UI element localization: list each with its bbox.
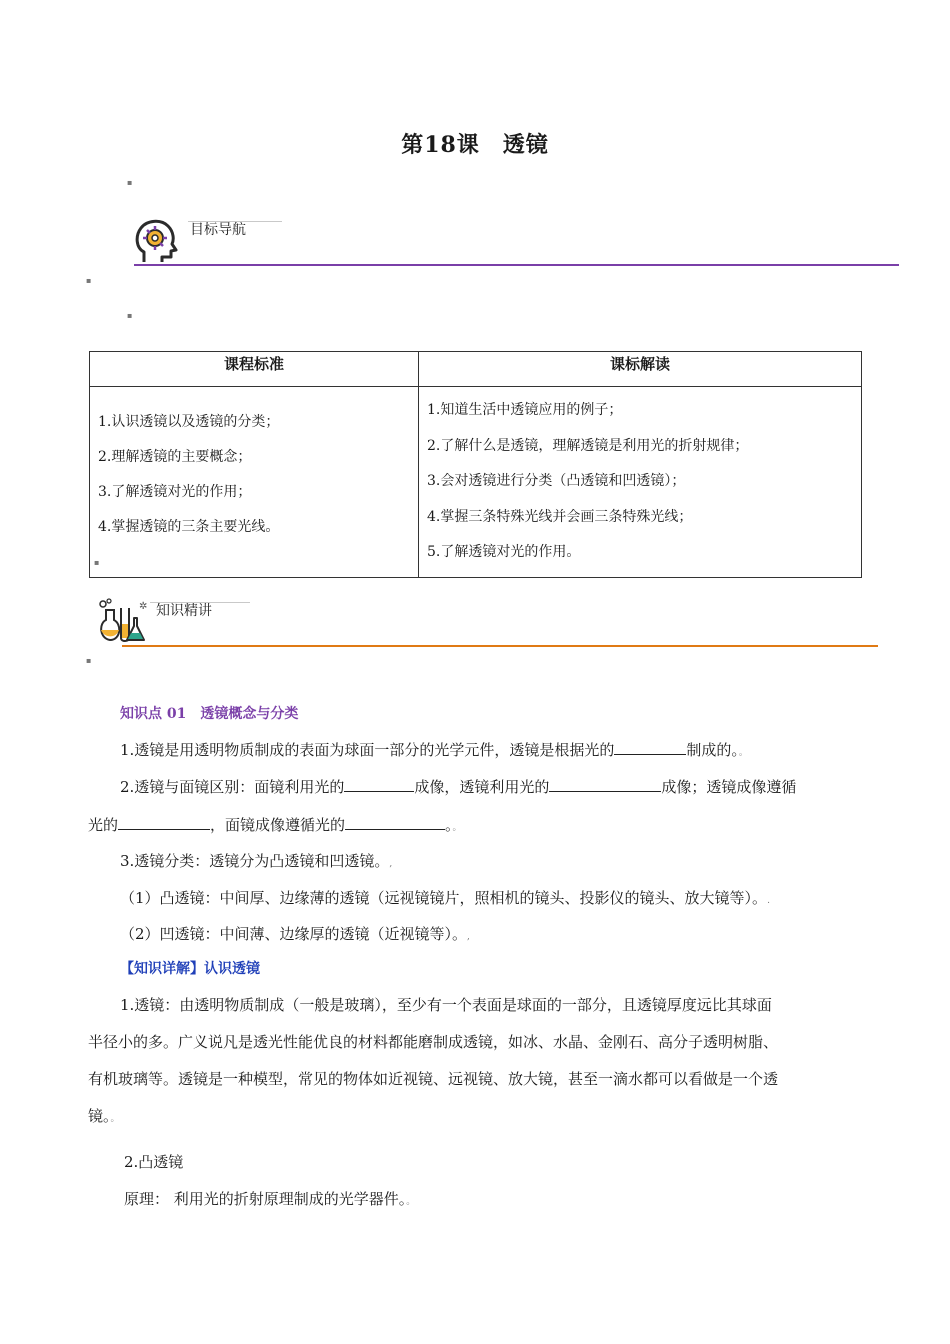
paragraph-line: 1.透镜是用透明物质制成的表面为球面一部分的光学元件，透镜是根据光的 制成的。。: [120, 741, 748, 759]
column-header: 课程标准: [90, 352, 419, 387]
text-span: 制成的。: [686, 741, 739, 759]
text-span: 成像；透镜成像遵循: [661, 778, 797, 796]
paragraph-mark: ▪: [86, 276, 92, 285]
text-span: （1）凸透镜：中间厚、边缘薄的透镜（远视镜镜片，照相机的镜头、投影仪的镜头、放大镜等）。: [120, 889, 768, 907]
curriculum-table: [89, 351, 862, 578]
paragraph-mark: ▪: [86, 656, 92, 665]
list-item: 3.了解透镜对光的作用；: [98, 484, 252, 500]
list-item: 5.了解透镜对光的作用。: [427, 544, 581, 560]
text-span: ，面镜成像遵循光的: [210, 816, 346, 834]
text-span: 3.透镜分类：透镜分为凸透镜和凹透镜。: [120, 852, 390, 870]
column-header: 课标解读: [419, 352, 862, 387]
paragraph-line: 光的 ，面镜成像遵循光的 。。: [88, 816, 462, 834]
list-item: 4.掌握透镜的三条主要光线。: [98, 519, 280, 535]
paragraph-line: 1.透镜：由透明物质制成（一般是玻璃），至少有一个表面是球面的一部分，且透镜厚度远比其球面: [120, 996, 772, 1014]
section-title-target: 目标导航: [190, 222, 246, 238]
text-span: （2）凹透镜：中间薄、边缘厚的透镜（近视镜等）。: [120, 925, 468, 943]
paragraph-line: （1）凸透镜：中间厚、边缘薄的透镜（远视镜镜片，照相机的镜头、投影仪的镜头、放大镜等）。.: [120, 889, 770, 907]
table-cell-standards: [90, 387, 419, 578]
list-item: 2.了解什么是透镜，理解透镜是利用光的折射规律；: [427, 437, 749, 454]
fill-blank[interactable]: [549, 777, 661, 792]
section-title-knowledge: 知识精讲: [156, 603, 212, 619]
paragraph-mark: ▪: [94, 558, 100, 567]
paragraph-line: 镜。。: [88, 1107, 120, 1125]
list-item: 3.会对透镜进行分类（凸透镜和凹透镜）；: [427, 473, 686, 489]
fill-blank[interactable]: [614, 740, 686, 755]
text-span: 成像，透镜利用光的: [414, 778, 550, 796]
list-item: 1.认识透镜以及透镜的分类；: [98, 414, 280, 430]
list-item: 2.理解透镜的主要概念；: [98, 449, 252, 465]
section-divider-purple: [134, 264, 899, 266]
list-item: 4.掌握三条特殊光线并会画三条特殊光线；: [427, 508, 693, 525]
paragraph-line: 半径小的多。广义说凡是透光性能优良的材料都能磨制成透镜，如冰、水晶、金刚石、高分子透明树脂、: [88, 1033, 779, 1051]
table-header-row: [90, 352, 862, 387]
header-underline: [150, 602, 250, 603]
paragraph-line: 有机玻璃等。透镜是一种模型，常见的物体如近视镜、远视镜、放大镜，甚至一滴水都可以看做是一个透: [88, 1070, 779, 1088]
text-span: 2.透镜与面镜区别：面镜利用光的: [120, 778, 345, 796]
subheading-convex-lens: 2.凸透镜: [124, 1153, 184, 1171]
header-underline: [188, 221, 282, 222]
head-gear-icon: [132, 214, 182, 266]
fill-blank[interactable]: [345, 815, 445, 830]
knowledge-point-title: 知识点 01 透镜概念与分类: [120, 706, 299, 722]
paragraph-line: 原理： 利用光的折射原理制成的光学器件。。: [124, 1190, 416, 1208]
fill-blank[interactable]: [118, 815, 210, 830]
text-span: 。: [445, 816, 453, 834]
paragraph-mark: ▪: [127, 178, 133, 187]
table-row: [90, 387, 862, 578]
paragraph-mark: ▪: [127, 311, 133, 320]
text-span: 1.透镜是用透明物质制成的表面为球面一部分的光学元件，透镜是根据光的: [120, 741, 615, 759]
paragraph-line: [120, 776, 796, 797]
fill-blank[interactable]: [344, 777, 414, 792]
list-item: 1.知道生活中透镜应用的例子；: [427, 402, 623, 418]
detail-title: 【知识详解】认识透镜: [120, 961, 260, 977]
text-span: 光的: [88, 816, 119, 834]
paragraph-line: （2）凹透镜：中间薄、边缘厚的透镜（近视镜等）。,: [120, 925, 470, 943]
section-divider-orange: [122, 645, 878, 647]
table-cell-interpretation: [419, 387, 862, 578]
sparkle-icon: ✲: [139, 601, 148, 612]
page-title: 第18课 透镜: [401, 132, 549, 158]
text-span: 镜。: [88, 1107, 111, 1125]
text-span: 原理： 利用光的折射原理制成的光学器件。: [124, 1190, 407, 1208]
paragraph-line: 3.透镜分类：透镜分为凸透镜和凹透镜。,: [120, 852, 393, 870]
